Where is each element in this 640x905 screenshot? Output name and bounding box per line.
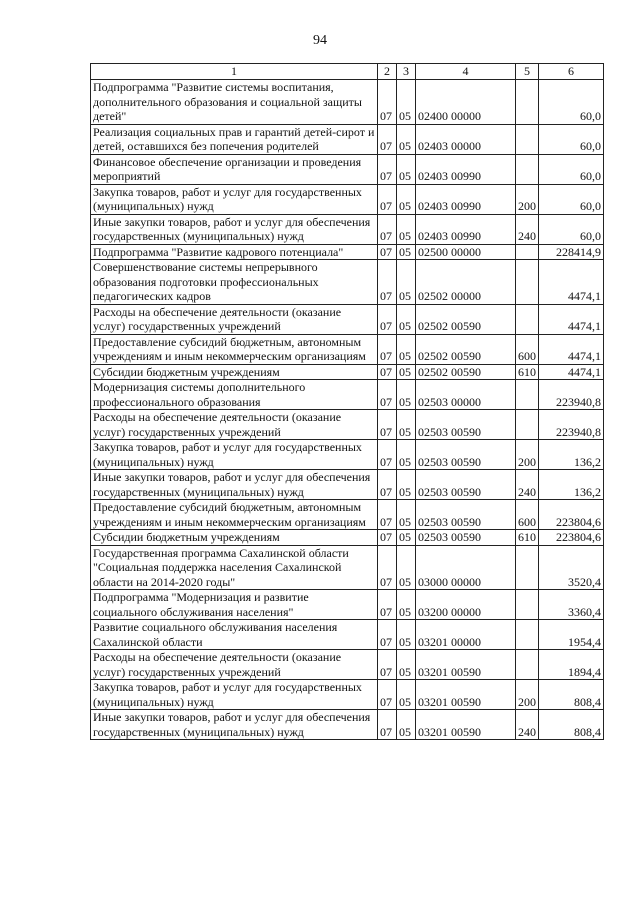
- section-code: 07: [378, 620, 397, 650]
- section-code: 07: [378, 440, 397, 470]
- amount: 4474,1: [539, 260, 604, 305]
- subsection-code: 05: [397, 380, 416, 410]
- subsection-code: 05: [397, 304, 416, 334]
- target-article-code: 02503 00590: [416, 470, 516, 500]
- expense-type-code: [516, 244, 539, 260]
- item-name: Финансовое обеспечение организации и проведения мероприятий: [91, 154, 378, 184]
- item-name: Иные закупки товаров, работ и услуг для обеспечения государственных (муниципальных) нужд: [91, 214, 378, 244]
- target-article-code: 02502 00590: [416, 304, 516, 334]
- amount: 223804,6: [539, 500, 604, 530]
- header-row: [91, 64, 604, 80]
- table-row: [91, 214, 604, 244]
- expense-type-code: [516, 80, 539, 125]
- amount: 3520,4: [539, 545, 604, 590]
- table-row: [91, 260, 604, 305]
- expense-type-code: 200: [516, 184, 539, 214]
- table-row: [91, 650, 604, 680]
- item-name: Предоставление субсидий бюджетным, автономным учреждениям и иным некоммерческим организациям: [91, 334, 378, 364]
- section-code: 07: [378, 590, 397, 620]
- amount: 808,4: [539, 710, 604, 740]
- table-row: [91, 244, 604, 260]
- table-row: [91, 380, 604, 410]
- section-code: 07: [378, 680, 397, 710]
- item-name: Закупка товаров, работ и услуг для государственных (муниципальных) нужд: [91, 440, 378, 470]
- amount: 1954,4: [539, 620, 604, 650]
- subsection-code: 05: [397, 80, 416, 125]
- item-name: Расходы на обеспечение деятельности (оказание услуг) государственных учреждений: [91, 650, 378, 680]
- target-article-code: 02503 00590: [416, 440, 516, 470]
- subsection-code: 05: [397, 545, 416, 590]
- item-name: Подпрограмма "Развитие системы воспитания, дополнительного образования и социальной защиты детей": [91, 80, 378, 125]
- expense-type-code: [516, 650, 539, 680]
- item-name: Иные закупки товаров, работ и услуг для обеспечения государственных (муниципальных) нужд: [91, 710, 378, 740]
- item-name: Иные закупки товаров, работ и услуг для обеспечения государственных (муниципальных) нужд: [91, 470, 378, 500]
- section-code: 07: [378, 214, 397, 244]
- header-col-6: 6: [539, 64, 604, 80]
- table-row: [91, 545, 604, 590]
- header-col-1: 1: [91, 64, 378, 80]
- amount: 4474,1: [539, 334, 604, 364]
- amount: 223940,8: [539, 380, 604, 410]
- section-code: 07: [378, 545, 397, 590]
- item-name: Закупка товаров, работ и услуг для государственных (муниципальных) нужд: [91, 680, 378, 710]
- table-row: [91, 500, 604, 530]
- section-code: 07: [378, 710, 397, 740]
- amount: 136,2: [539, 470, 604, 500]
- page-number: 94: [313, 33, 327, 48]
- section-code: 07: [378, 364, 397, 380]
- subsection-code: 05: [397, 680, 416, 710]
- table-row: [91, 710, 604, 740]
- target-article-code: 03201 00000: [416, 620, 516, 650]
- expense-type-code: [516, 124, 539, 154]
- item-name: Предоставление субсидий бюджетным, автономным учреждениям и иным некоммерческим организациям: [91, 500, 378, 530]
- section-code: 07: [378, 184, 397, 214]
- subsection-code: 05: [397, 530, 416, 546]
- table-row: [91, 154, 604, 184]
- target-article-code: 02403 00990: [416, 184, 516, 214]
- header-col-5: 5: [516, 64, 539, 80]
- target-article-code: 02502 00000: [416, 260, 516, 305]
- item-name: Подпрограмма "Развитие кадрового потенциала": [91, 244, 378, 260]
- section-code: 07: [378, 304, 397, 334]
- target-article-code: 02403 00000: [416, 124, 516, 154]
- item-name: Расходы на обеспечение деятельности (оказание услуг) государственных учреждений: [91, 304, 378, 334]
- subsection-code: 05: [397, 590, 416, 620]
- target-article-code: 02403 00990: [416, 154, 516, 184]
- target-article-code: 02503 00000: [416, 380, 516, 410]
- item-name: Расходы на обеспечение деятельности (оказание услуг) государственных учреждений: [91, 410, 378, 440]
- subsection-code: 05: [397, 124, 416, 154]
- table-row: [91, 80, 604, 125]
- item-name: Совершенствование системы непрерывного образования подготовки профессиональных педагогических кадров: [91, 260, 378, 305]
- target-article-code: 03200 00000: [416, 590, 516, 620]
- target-article-code: 03201 00590: [416, 680, 516, 710]
- table-row: [91, 590, 604, 620]
- amount: 808,4: [539, 680, 604, 710]
- table-row: [91, 184, 604, 214]
- header-col-3: 3: [397, 64, 416, 80]
- section-code: 07: [378, 154, 397, 184]
- table-header: [91, 64, 604, 80]
- section-code: 07: [378, 124, 397, 154]
- section-code: 07: [378, 380, 397, 410]
- subsection-code: 05: [397, 410, 416, 440]
- table-row: [91, 470, 604, 500]
- expense-type-code: 200: [516, 440, 539, 470]
- target-article-code: 03201 00590: [416, 650, 516, 680]
- table-row: [91, 530, 604, 546]
- subsection-code: 05: [397, 364, 416, 380]
- subsection-code: 05: [397, 244, 416, 260]
- section-code: 07: [378, 530, 397, 546]
- target-article-code: 02502 00590: [416, 334, 516, 364]
- table-row: [91, 124, 604, 154]
- table-row: [91, 334, 604, 364]
- item-name: Государственная программа Сахалинской области "Социальная поддержка населения Сахалинской области на 2014-2020 годы": [91, 545, 378, 590]
- target-article-code: 02503 00590: [416, 530, 516, 546]
- amount: 60,0: [539, 214, 604, 244]
- subsection-code: 05: [397, 500, 416, 530]
- amount: 4474,1: [539, 364, 604, 380]
- target-article-code: 02503 00590: [416, 500, 516, 530]
- amount: 1894,4: [539, 650, 604, 680]
- amount: 60,0: [539, 184, 604, 214]
- target-article-code: 03201 00590: [416, 710, 516, 740]
- expense-type-code: [516, 154, 539, 184]
- table-row: [91, 680, 604, 710]
- expense-type-code: 240: [516, 710, 539, 740]
- section-code: 07: [378, 80, 397, 125]
- target-article-code: 02503 00590: [416, 410, 516, 440]
- amount: 223804,6: [539, 530, 604, 546]
- expense-type-code: 600: [516, 500, 539, 530]
- amount: 4474,1: [539, 304, 604, 334]
- target-article-code: 02502 00590: [416, 364, 516, 380]
- item-name: Развитие социального обслуживания населения Сахалинской области: [91, 620, 378, 650]
- expense-type-code: [516, 545, 539, 590]
- subsection-code: 05: [397, 710, 416, 740]
- section-code: 07: [378, 470, 397, 500]
- section-code: 07: [378, 260, 397, 305]
- item-name: Субсидии бюджетным учреждениям: [91, 530, 378, 546]
- section-code: 07: [378, 410, 397, 440]
- table-row: [91, 364, 604, 380]
- table-row: [91, 620, 604, 650]
- item-name: Субсидии бюджетным учреждениям: [91, 364, 378, 380]
- target-article-code: 02500 00000: [416, 244, 516, 260]
- subsection-code: 05: [397, 334, 416, 364]
- item-name: Закупка товаров, работ и услуг для государственных (муниципальных) нужд: [91, 184, 378, 214]
- item-name: Реализация социальных прав и гарантий детей-сирот и детей, оставшихся без попечения родителей: [91, 124, 378, 154]
- budget-table: [90, 63, 604, 740]
- amount: 228414,9: [539, 244, 604, 260]
- section-code: 07: [378, 334, 397, 364]
- header-col-4: 4: [416, 64, 516, 80]
- section-code: 07: [378, 650, 397, 680]
- amount: 136,2: [539, 440, 604, 470]
- expense-type-code: 610: [516, 530, 539, 546]
- section-code: 07: [378, 500, 397, 530]
- subsection-code: 05: [397, 154, 416, 184]
- expense-type-code: [516, 590, 539, 620]
- table-row: [91, 440, 604, 470]
- subsection-code: 05: [397, 214, 416, 244]
- subsection-code: 05: [397, 650, 416, 680]
- expense-type-code: 600: [516, 334, 539, 364]
- table-row: [91, 410, 604, 440]
- expense-type-code: [516, 380, 539, 410]
- target-article-code: 02400 00000: [416, 80, 516, 125]
- subsection-code: 05: [397, 260, 416, 305]
- expense-type-code: 240: [516, 214, 539, 244]
- item-name: Модернизация системы дополнительного профессионального образования: [91, 380, 378, 410]
- amount: 60,0: [539, 124, 604, 154]
- expense-type-code: 200: [516, 680, 539, 710]
- expense-type-code: [516, 620, 539, 650]
- item-name: Подпрограмма "Модернизация и развитие социального обслуживания населения": [91, 590, 378, 620]
- amount: 60,0: [539, 80, 604, 125]
- amount: 223940,8: [539, 410, 604, 440]
- subsection-code: 05: [397, 440, 416, 470]
- expense-type-code: [516, 304, 539, 334]
- section-code: 07: [378, 244, 397, 260]
- subsection-code: 05: [397, 620, 416, 650]
- target-article-code: 02403 00990: [416, 214, 516, 244]
- header-col-2: 2: [378, 64, 397, 80]
- target-article-code: 03000 00000: [416, 545, 516, 590]
- subsection-code: 05: [397, 184, 416, 214]
- table-body: [91, 80, 604, 740]
- expense-type-code: 610: [516, 364, 539, 380]
- amount: 60,0: [539, 154, 604, 184]
- expense-type-code: 240: [516, 470, 539, 500]
- expense-type-code: [516, 260, 539, 305]
- subsection-code: 05: [397, 470, 416, 500]
- amount: 3360,4: [539, 590, 604, 620]
- table-row: [91, 304, 604, 334]
- expense-type-code: [516, 410, 539, 440]
